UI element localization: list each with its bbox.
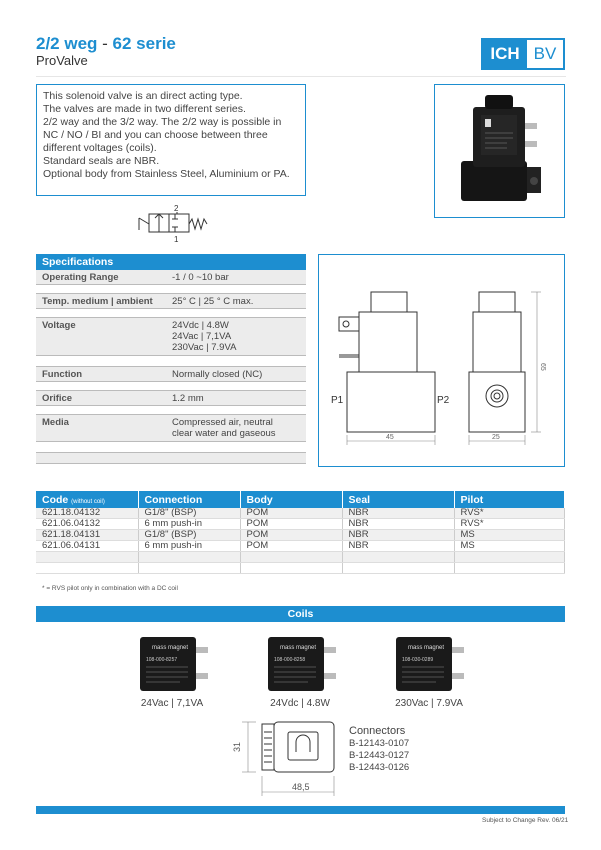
table-cell: POM — [240, 541, 342, 552]
page-subtitle: ProValve — [36, 53, 88, 68]
spec-label: Function — [42, 369, 83, 380]
footer-revision: Subject to Change Rev. 06/21 — [482, 817, 569, 824]
port-p2-label: P2 — [437, 395, 450, 406]
product-codes-table — [36, 491, 565, 574]
table-cell — [342, 552, 454, 563]
coil-image-24vdc — [264, 633, 340, 700]
spec-label: Voltage — [42, 320, 76, 331]
description-line: Optional body from Stainless Steel, Aluminium or PA. — [43, 168, 290, 180]
table-cell: 6 mm push-in — [138, 519, 240, 530]
coil-part-number: 108-000-8257 — [146, 657, 178, 663]
spec-value: 1.2 mm — [172, 393, 204, 404]
coil-caption: 24Vac | 7,1VA — [140, 698, 204, 709]
table-cell — [240, 563, 342, 574]
coil-caption: 24Vdc | 4.8W — [270, 698, 330, 709]
specifications-header: Specifications — [36, 254, 306, 270]
symbol-port-top: 2 — [174, 204, 179, 213]
spec-row-temperature — [36, 294, 306, 309]
table-row — [36, 530, 565, 541]
spec-spacer — [36, 406, 306, 415]
title-separator: - — [97, 34, 113, 53]
table-row — [36, 541, 565, 552]
spec-spacer — [36, 442, 306, 453]
column-header-seal: Seal — [342, 491, 454, 508]
column-header-connection: Connection — [138, 491, 240, 508]
table-cell: 621.18.04132 — [36, 508, 138, 519]
table-row-empty — [36, 563, 565, 574]
description-box — [36, 84, 306, 196]
title-main: 2/2 weg — [36, 34, 98, 53]
header-divider — [36, 76, 566, 77]
table-cell: NBR — [342, 508, 454, 519]
connector-dimension-drawing — [228, 718, 343, 798]
spec-value: 230Vac | 7.9VA — [172, 342, 237, 353]
connector-dim-width: 48,5 — [292, 782, 310, 792]
spec-spacer — [36, 356, 306, 367]
logo-right: BV — [533, 44, 557, 63]
page-title — [36, 34, 176, 54]
dim-depth-label: 25 — [492, 434, 500, 441]
product-photo — [434, 84, 565, 218]
spec-row-voltage — [36, 318, 306, 356]
spec-value: 24Vac | 7,1VA — [172, 331, 232, 342]
spec-row-operating-range — [36, 270, 306, 285]
table-cell: 621.18.04131 — [36, 530, 138, 541]
company-logo — [481, 38, 565, 70]
coil-brand: mass magnet — [280, 645, 317, 651]
port-p1-label: P1 — [331, 395, 344, 406]
connector-item: B-12443-0126 — [349, 762, 410, 773]
spec-value: Normally closed (NC) — [172, 369, 263, 380]
spec-value: -1 / 0 ~10 bar — [172, 272, 229, 283]
description-line: different voltages (coils). — [43, 142, 157, 154]
table-row — [36, 519, 565, 530]
column-header-text: Code — [42, 493, 69, 506]
table-cell — [36, 552, 138, 563]
coil-drawing — [136, 633, 212, 695]
connector-drawing — [228, 718, 343, 803]
spec-spacer — [36, 309, 306, 318]
table-cell: MS — [454, 541, 565, 552]
description-line: 2/2 way and the 3/2 way. The 2/2 way is possible in — [43, 116, 282, 128]
description-line: Standard seals are NBR. — [43, 155, 160, 167]
table-cell — [138, 552, 240, 563]
table-cell — [138, 563, 240, 574]
connector-dim-height: 31 — [232, 741, 242, 752]
table-cell — [454, 552, 565, 563]
logo-left: ICH — [483, 40, 527, 68]
table-cell: 621.06.04132 — [36, 519, 138, 530]
table-cell: 621.06.04131 — [36, 541, 138, 552]
table-cell: G1/8" (BSP) — [138, 508, 240, 519]
spec-value: 24Vdc | 4.8W — [172, 320, 229, 331]
table-cell: MS — [454, 530, 565, 541]
table-cell: NBR — [342, 519, 454, 530]
spec-row-media — [36, 415, 306, 442]
connector-item: B-12143-0107 — [349, 738, 410, 749]
table-cell: RVS* — [454, 508, 565, 519]
table-cell: 6 mm push-in — [138, 541, 240, 552]
table-footnote: * = RVS pilot only in combination with a DC coil — [42, 585, 178, 592]
table-row — [36, 508, 565, 519]
table-cell: POM — [240, 508, 342, 519]
dim-width-label: 45 — [386, 434, 394, 441]
coil-part-number: 108-030-0289 — [402, 657, 434, 663]
solenoid-valve-image — [435, 85, 564, 217]
spec-values — [172, 320, 236, 353]
coil-caption: 230Vac | 7.9VA — [395, 698, 463, 709]
spec-label: Temp. medium | ambient — [42, 296, 153, 307]
spec-spacer — [36, 382, 306, 391]
description-line: This solenoid valve is an direct acting type. — [43, 90, 243, 102]
column-header-code — [36, 491, 138, 508]
coil-drawing — [264, 633, 340, 695]
column-header-note: (without coil) — [71, 498, 105, 505]
spec-value: clear water and gaseous — [172, 428, 276, 439]
column-header-pilot: Pilot — [454, 491, 565, 508]
spec-value: 25° C | 25 ° C max. — [172, 296, 254, 307]
symbol-port-bottom: 1 — [174, 235, 179, 244]
coil-brand: mass magnet — [152, 645, 189, 651]
table-cell — [342, 563, 454, 574]
coil-image-24vac — [136, 633, 212, 700]
coil-drawing — [392, 633, 468, 695]
description-line: The valves are made in two different series. — [43, 103, 246, 115]
column-header-body: Body — [240, 491, 342, 508]
title-series: 62 serie — [112, 34, 176, 53]
coil-brand: mass magnet — [408, 645, 445, 651]
dimension-drawing — [319, 255, 564, 466]
spec-spacer — [36, 285, 306, 294]
description-line: NC / NO / BI and you can choose between three — [43, 129, 268, 141]
spec-label: Operating Range — [42, 272, 119, 283]
table-cell: POM — [240, 519, 342, 530]
table-cell: G1/8" (BSP) — [138, 530, 240, 541]
coils-header: Coils — [36, 606, 565, 622]
spec-value: Compressed air, neutral — [172, 417, 273, 428]
spec-values — [172, 417, 276, 439]
footer-bar — [36, 806, 565, 814]
dim-height-label: 65 — [539, 363, 546, 371]
valve-symbol-drawing — [135, 202, 215, 244]
technical-drawing — [318, 254, 565, 467]
table-cell — [240, 552, 342, 563]
connectors-title: Connectors — [349, 725, 406, 737]
table-row-empty — [36, 552, 565, 563]
coil-part-number: 108-000-8258 — [274, 657, 306, 663]
table-cell: RVS* — [454, 519, 565, 530]
table-header-row — [36, 491, 565, 508]
spec-spacer — [36, 453, 306, 464]
spec-row-orifice — [36, 391, 306, 406]
table-cell: NBR — [342, 541, 454, 552]
valve-symbol — [135, 202, 215, 244]
table-cell — [454, 563, 565, 574]
table-cell: NBR — [342, 530, 454, 541]
spec-label: Orifice — [42, 393, 73, 404]
coil-image-230vac — [392, 633, 468, 700]
table-cell: POM — [240, 530, 342, 541]
spec-label: Media — [42, 417, 69, 428]
connector-item: B-12443-0127 — [349, 750, 410, 761]
table-cell — [36, 563, 138, 574]
spec-row-function — [36, 367, 306, 382]
